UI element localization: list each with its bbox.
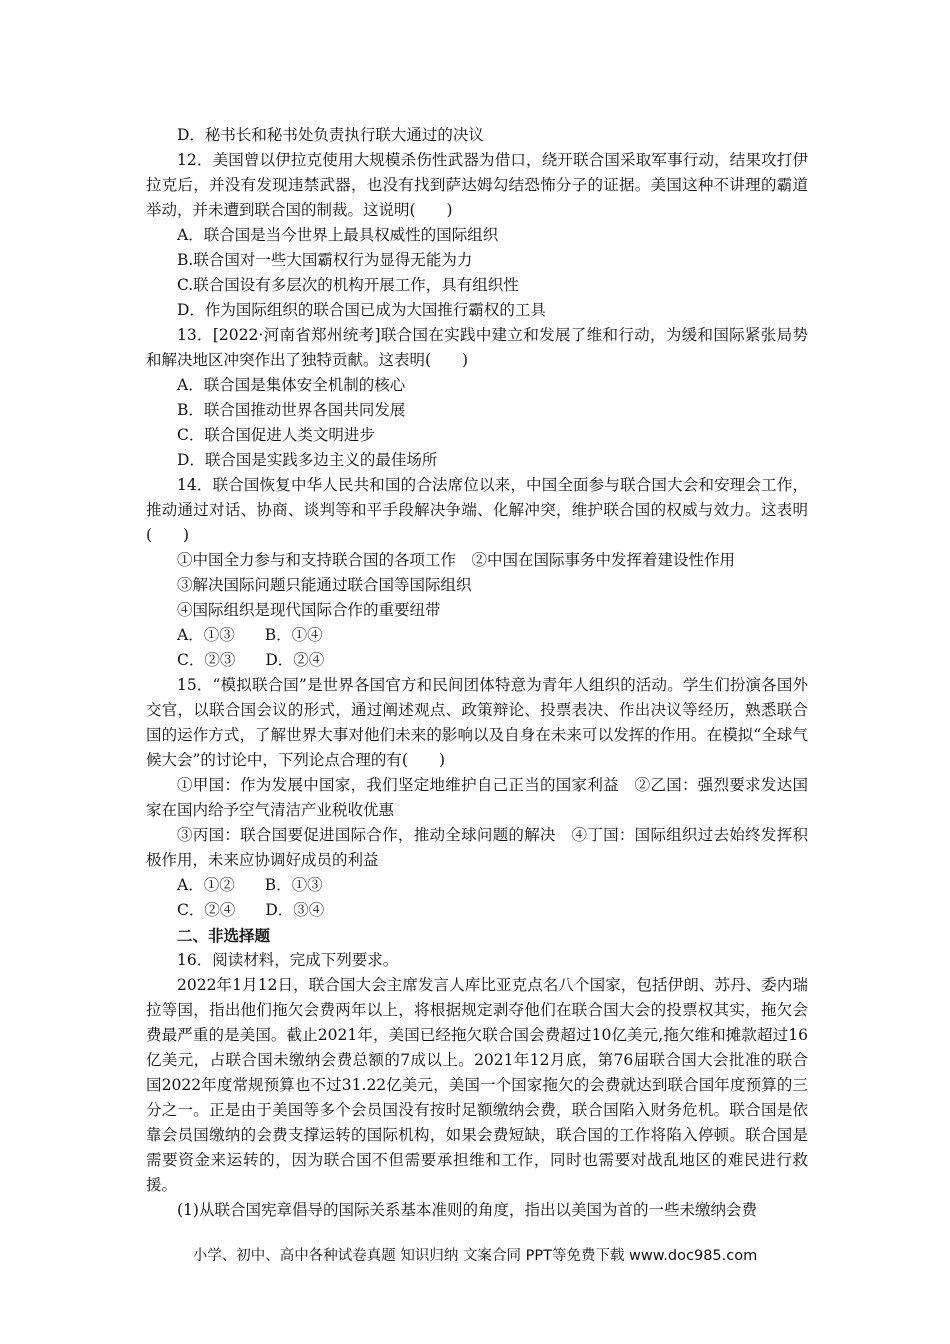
q15-statement-1-2: ①甲国：作为发展中国家，我们坚定地维护自己正当的国家利益 ②乙国：强烈要求发达国家在国内给予空气清洁产业税收优惠 (146, 776, 808, 819)
q16-stem: 16．阅读材料，完成下列要求。 (177, 951, 399, 969)
q12-option-c: C.联合国设有多层次的机构开展工作，具有组织性 (177, 276, 519, 294)
page-footer: 小学、初中、高中各种试卷真题 知识归纳 文案合同 PPT等免费下载 www.doc985.com (192, 1248, 758, 1264)
q14-statement-1-2: ①中国全力参与和支持联合国的各项工作 ②中国在国际事务中发挥着建设性作用 (177, 551, 736, 569)
q15-choice-d: D．③④ (265, 901, 325, 919)
q15-choice-a: A．①② (177, 876, 235, 894)
q11-option-d: D．秘书长和秘书处负责执行联大通过的决议 (177, 126, 484, 144)
q14-choice-b: B．①④ (264, 626, 323, 644)
q14-choices-cd (146, 648, 808, 673)
q15-choices-cd (146, 898, 808, 923)
q16-material: 2022年1月12日，联合国大会主席发言人库比亚克点名八个国家，包括伊朗、苏丹、委内瑞拉等国，指出他们拖欠会费两年以上，将根据规定剥夺他们在联合国大会的投票权其实，拖欠会费最严重的是美国。截止2021年，美国已经拖欠联合国会费超过10亿美元,拖欠维和摊款超过16亿美元，占联合国未缴纳会费总额的7成以上。2021年12月底，第76届联合国大会批准的联合国2022年度常规预算也不过31.22亿美元，美国一个国家拖欠的会费就达到联合国年度预算的三分之一。正是由于美国等多个会员国没有按时足额缴纳会费，联合国陷入财务危机。联合国是依靠会员国缴纳的会费支撑运转的国际机构，如果会费短缺，联合国的工作将陷入停顿。联合国是需要资金来运转的，因为联合国不但需要承担维和工作，同时也需要对战乱地区的难民进行救援。 (146, 976, 808, 1194)
q15-statement-3-4: ③丙国：联合国要促进国际合作，推动全球问题的解决 ④丁国：国际组织过去始终发挥积极作用，未来应协调好成员的利益 (146, 826, 808, 869)
q16-sub-question-1: (1)从联合国宪章倡导的国际关系基本准则的角度，指出以美国为首的一些未缴纳会费 (177, 1201, 757, 1219)
q12-option-b: B.联合国对一些大国霸权行为显得无能为力 (177, 251, 473, 269)
q14-choice-a: A．①③ (177, 626, 235, 644)
q13-option-a: A．联合国是集体安全机制的核心 (177, 376, 406, 394)
q12-stem: 12．美国曾以伊拉克使用大规模杀伤性武器为借口，绕开联合国采取军事行动，结果攻打伊拉克后，并没有发现违禁武器，也没有找到萨达姆勾结恐怖分子的证据。美国这种不讲理的霸道举动，并未遭到联合国的制裁。这说明( ) (146, 151, 808, 219)
q14-choice-c: C．②③ (177, 651, 236, 669)
q14-choice-d: D．②④ (265, 651, 325, 669)
q15-choice-c: C．②④ (177, 901, 236, 919)
q14-statement-4: ④国际组织是现代国际合作的重要纽带 (177, 601, 441, 619)
q15-choices-ab (146, 873, 808, 898)
q15-stem: 15．“模拟联合国”是世界各国官方和民间团体特意为青年人组织的活动。学生们扮演各国外交官，以联合国会议的形式，通过阐述观点、政策辩论、投票表决、作出决议等经历，熟悉联合国的运作方式，了解世界大事对他们未来的影响以及自身在未来可以发挥的作用。在模拟“全球气候大会”的讨论中，下列论点合理的有( ) (146, 676, 808, 769)
q12-option-a: A．联合国是当今世界上最具权威性的国际组织 (177, 226, 499, 244)
q15-choice-b: B．①③ (264, 876, 323, 894)
q12-option-d: D．作为国际组织的联合国已成为大国推行霸权的工具 (177, 301, 546, 319)
document-content (146, 123, 808, 1223)
q14-choices-ab (146, 623, 808, 648)
q14-statement-3: ③解决国际问题只能通过联合国等国际组织 (177, 576, 472, 594)
q14-stem: 14．联合国恢复中华人民共和国的合法席位以来，中国全面参与联合国大会和安理会工作，推动通过对话、协商、谈判等和平手段解决争端、化解冲突，维护联合国的权威与效力。这表明( ) (146, 476, 808, 544)
q13-option-c: C．联合国促进人类文明进步 (177, 426, 375, 444)
q13-option-d: D．联合国是实践多边主义的最佳场所 (177, 451, 438, 469)
section-2-title: 二、非选择题 (177, 926, 271, 945)
q13-stem: 13．[2022·河南省郑州统考]联合国在实践中建立和发展了维和行动，为缓和国际紧张局势和解决地区冲突作出了独特贡献。这表明( ) (146, 326, 808, 369)
q13-option-b: B．联合国推动世界各国共同发展 (177, 401, 406, 419)
